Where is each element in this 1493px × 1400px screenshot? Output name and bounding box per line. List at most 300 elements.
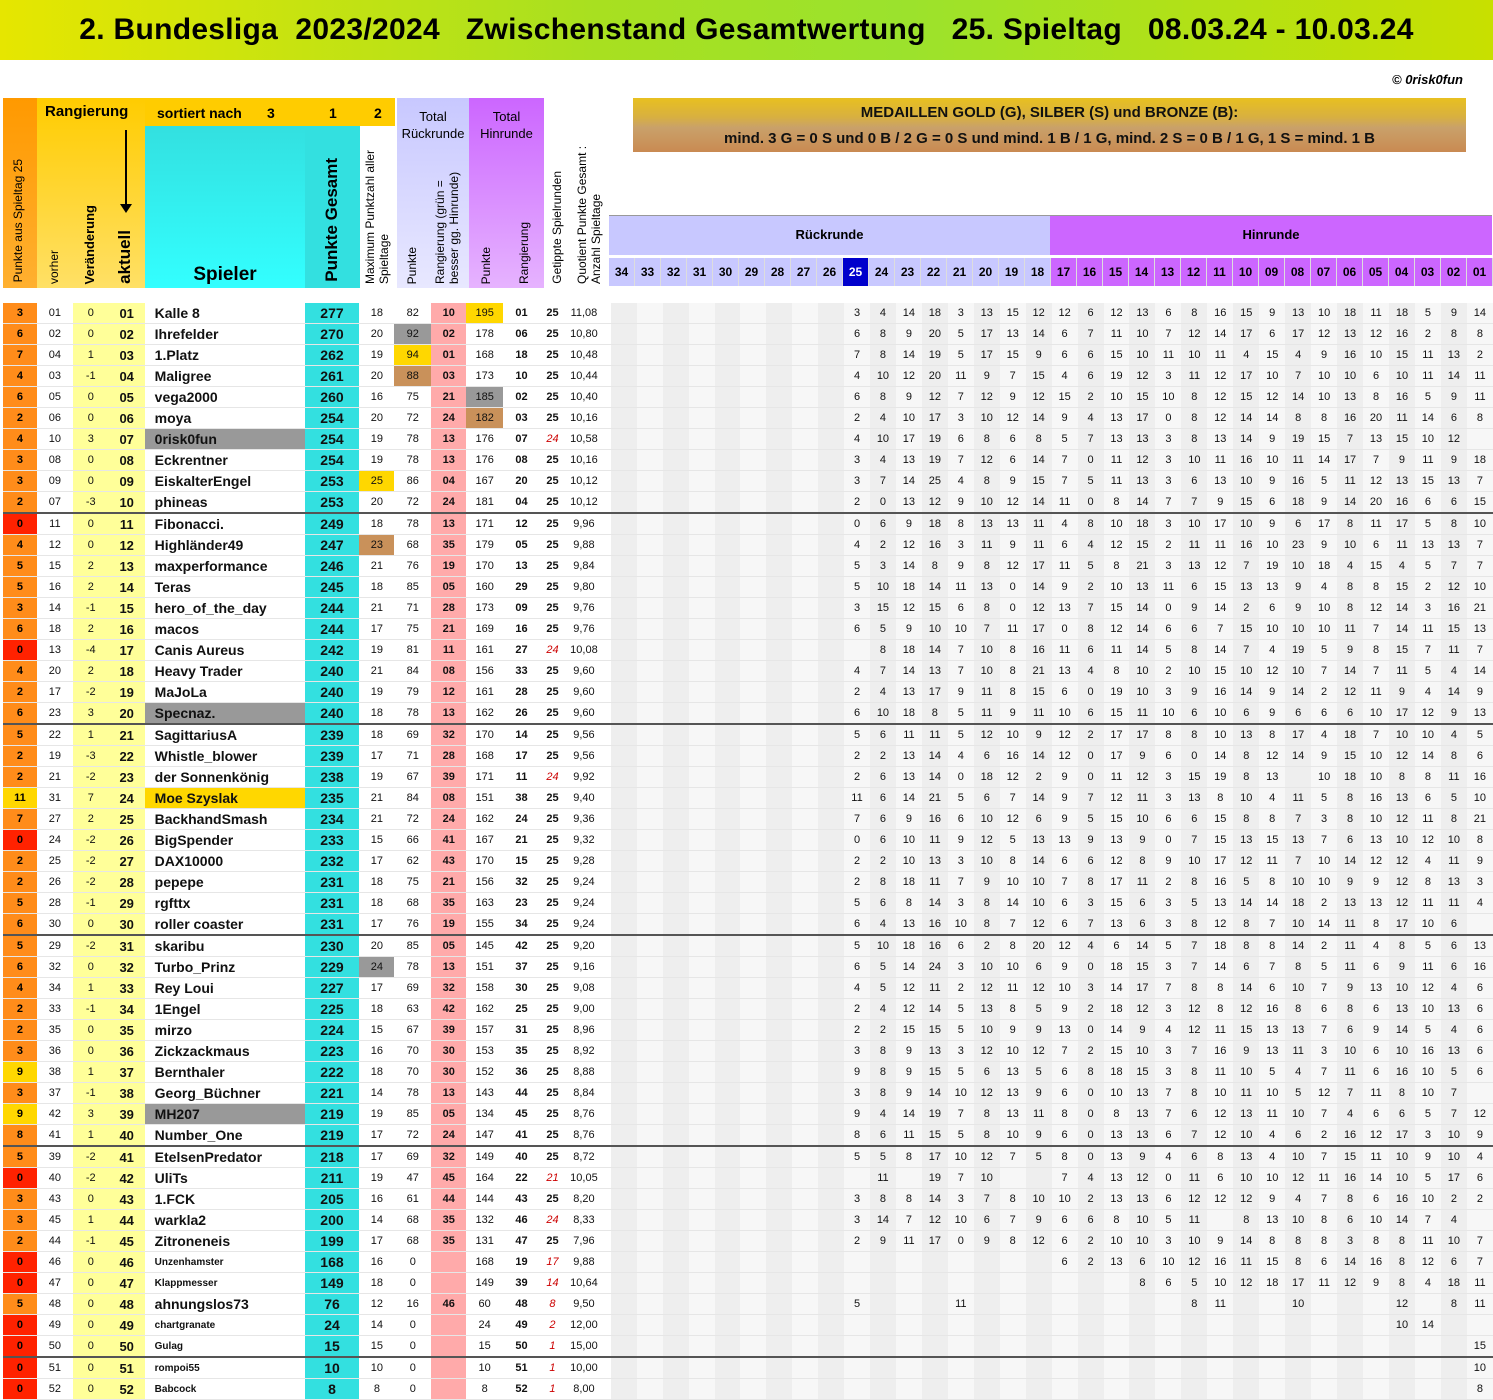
row-spieler: Kalle 8 [145, 303, 305, 324]
row-spieltag-wert: 10 [1129, 809, 1155, 830]
row-spieltag-wert [715, 788, 741, 809]
row-aktuell: 08 [109, 450, 145, 471]
row-aktuell: 06 [109, 408, 145, 429]
row-rueck-rang: 21 [431, 387, 466, 408]
row-spieltag-wert: 6 [870, 809, 896, 830]
row-maximum: 10 [359, 1357, 394, 1379]
table-row [3, 872, 1493, 893]
row-aktuell: 38 [109, 1083, 145, 1104]
row-spieltag-wert: 8 [1181, 303, 1207, 324]
row-spieltag-wert: 10 [1259, 450, 1285, 471]
row-spieltag-wert: 5 [948, 703, 974, 725]
row-spieltag-wert: 12 [1026, 387, 1052, 408]
row-spieltag-wert: 15 [922, 1020, 948, 1041]
row-spieltag-wert: 14 [1233, 682, 1259, 703]
row-spieltag-wert: 11 [1337, 619, 1363, 640]
row-spieltag-wert: 18 [1311, 556, 1337, 577]
row-veraenderung: -4 [73, 640, 109, 661]
row-spieltag-wert [792, 324, 818, 345]
row-spieltag-wert: 14 [1389, 1210, 1415, 1231]
row-spieltag-wert: 11 [1207, 1294, 1233, 1315]
row-spieltag-wert: 8 [1207, 788, 1233, 809]
row-spieltag-wert: 9 [1363, 872, 1389, 893]
row-spieltag-wert: 14 [1026, 851, 1052, 872]
row-gap [603, 619, 611, 640]
row-spieltag-wert: 11 [922, 724, 948, 746]
row-spieltag-wert: 9 [1181, 598, 1207, 619]
row-spieltag-wert [663, 1189, 689, 1210]
row-spieltag-wert: 13 [1233, 1104, 1259, 1125]
row-spieltag-wert [740, 492, 766, 514]
row-spieltag-wert [766, 724, 792, 746]
spieltag-header-cell: 04 [1389, 258, 1415, 286]
row-spieltag-wert: 7 [1207, 619, 1233, 640]
row-spieltag-wert: 6 [870, 1125, 896, 1147]
row-spieltag-wert: 11 [948, 366, 974, 387]
row-vorher: 17 [37, 682, 73, 703]
row-spieltag-wert: 11 [1181, 366, 1207, 387]
row-quotient: 8,92 [565, 1041, 603, 1062]
row-aktuell: 48 [109, 1294, 145, 1315]
row-spieltag-punkte: 5 [3, 893, 37, 914]
row-spieltag-wert: 12 [1129, 1168, 1155, 1189]
row-spieltag-wert [611, 661, 637, 682]
row-spieltag-wert [740, 851, 766, 872]
row-gap [603, 1315, 611, 1336]
row-punkte-gesamt: 227 [305, 978, 360, 999]
row-spieltag-punkte: 6 [3, 387, 37, 408]
row-veraenderung: 1 [73, 1062, 109, 1083]
row-spieltag-wert: 10 [974, 640, 1000, 661]
row-spieltag-wert: 7 [1052, 450, 1078, 471]
row-spieltag-wert [715, 724, 741, 746]
row-veraenderung: 0 [73, 387, 109, 408]
row-quotient: 9,20 [565, 935, 603, 957]
row-spieltag-wert [818, 767, 844, 788]
arrow-down-icon [120, 204, 132, 213]
row-spieltag-wert [689, 556, 715, 577]
row-spieltag-wert [663, 640, 689, 661]
row-spieltag-wert: 5 [1441, 788, 1467, 809]
row-spieltag-wert: 10 [1285, 661, 1311, 682]
row-spieltag-wert [1311, 1357, 1337, 1379]
row-spieler: Highländer49 [145, 535, 305, 556]
row-spieltag-wert: 6 [1155, 1125, 1181, 1147]
row-spieltag-wert [1026, 1168, 1052, 1189]
row-vorher: 52 [37, 1379, 73, 1400]
row-spieltag-wert [870, 1379, 896, 1400]
row-spieltag-wert [689, 1252, 715, 1273]
spieltag-header-cell: 16 [1077, 258, 1103, 286]
row-spieltag-wert: 12 [1207, 408, 1233, 429]
row-spieltag-wert [818, 408, 844, 429]
row-spieltag-punkte: 7 [3, 809, 37, 830]
row-veraenderung: 0 [73, 1252, 109, 1273]
row-spieltag-wert [818, 1252, 844, 1273]
row-aktuell: 24 [109, 788, 145, 809]
row-maximum: 18 [359, 1062, 394, 1083]
row-spieler: Moe Szyslak [145, 788, 305, 809]
row-spieltag-wert: 16 [1207, 303, 1233, 324]
row-spieltag-wert [1259, 1357, 1285, 1379]
row-spieltag-wert: 9 [1441, 387, 1467, 408]
row-punkte-gesamt: 254 [305, 429, 360, 450]
row-spieler: phineas [145, 492, 305, 514]
row-spieltag-wert [740, 682, 766, 703]
row-spieltag-wert: 13 [1026, 830, 1052, 851]
row-aktuell: 47 [109, 1273, 145, 1294]
row-spieltag-wert: 7 [1052, 1041, 1078, 1062]
row-rueck-rang: 32 [431, 978, 466, 999]
row-spieltag-wert: 5 [1285, 1083, 1311, 1104]
row-spieltag-wert: 4 [1389, 556, 1415, 577]
row-gap [603, 513, 611, 535]
row-spieltag-wert: 6 [1078, 851, 1104, 872]
row-spieltag-wert [792, 809, 818, 830]
row-gap [603, 872, 611, 893]
row-spieltag-wert: 9 [870, 1231, 896, 1252]
row-spieltag-wert: 15 [1259, 1252, 1285, 1273]
row-hin-punkte: 158 [466, 978, 503, 999]
row-spieltag-wert [663, 703, 689, 725]
row-spieltag-wert: 10 [1311, 598, 1337, 619]
row-punkte-gesamt: 240 [305, 703, 360, 725]
row-spieltag-wert: 13 [1415, 535, 1441, 556]
row-spieltag-wert: 7 [1259, 914, 1285, 936]
row-spieltag-wert: 5 [1078, 809, 1104, 830]
row-spieltag-wert: 4 [1415, 682, 1441, 703]
row-spieltag-wert: 10 [1363, 345, 1389, 366]
row-spieltag-wert: 10 [1181, 345, 1207, 366]
row-spieltag-wert: 10 [1363, 746, 1389, 767]
row-spieltag-wert [740, 366, 766, 387]
row-spieltag-wert [792, 1379, 818, 1400]
row-getippte: 25 [540, 809, 565, 830]
row-spieltag-wert [792, 746, 818, 767]
row-spieltag-wert [611, 429, 637, 450]
row-spieltag-wert: 11 [896, 724, 922, 746]
row-spieltag-wert [637, 1083, 663, 1104]
table-row [3, 703, 1493, 725]
row-spieltag-wert: 8 [1337, 999, 1363, 1020]
row-spieltag-wert [766, 619, 792, 640]
row-spieltag-wert: 6 [1467, 1041, 1493, 1062]
row-hin-rang: 48 [503, 1294, 540, 1315]
row-spieltag-wert: 15 [870, 598, 896, 619]
row-spieltag-wert: 7 [1000, 1210, 1026, 1231]
row-spieltag-wert: 9 [896, 387, 922, 408]
spieltag-header-cell: 20 [973, 258, 999, 286]
row-spieltag-wert [637, 1041, 663, 1062]
row-spieltag-wert: 2 [844, 999, 870, 1020]
row-getippte: 25 [540, 408, 565, 429]
row-punkte-gesamt: 270 [305, 324, 360, 345]
row-spieltag-wert: 6 [844, 324, 870, 345]
row-spieltag-wert: 10 [896, 851, 922, 872]
row-spieltag-wert: 11 [1415, 619, 1441, 640]
row-rueck-rang: 13 [431, 450, 466, 471]
row-veraenderung: 0 [73, 1294, 109, 1315]
row-spieltag-wert [611, 957, 637, 978]
row-spieltag-wert: 5 [844, 935, 870, 957]
row-spieltag-wert [896, 1379, 922, 1400]
row-spieltag-wert [818, 640, 844, 661]
row-spieltag-wert: 12 [974, 830, 1000, 851]
row-veraenderung: 0 [73, 1357, 109, 1379]
row-spieltag-wert [611, 1336, 637, 1358]
row-spieltag-wert: 12 [1026, 598, 1052, 619]
row-spieltag-wert: 6 [1311, 703, 1337, 725]
row-spieltag-wert: 13 [974, 303, 1000, 324]
row-spieltag-wert: 12 [974, 978, 1000, 999]
row-spieltag-wert: 7 [1181, 1041, 1207, 1062]
row-spieltag-wert: 6 [844, 957, 870, 978]
row-punkte-gesamt: 244 [305, 598, 360, 619]
row-spieltag-wert [1000, 1252, 1026, 1273]
row-spieltag-wert [663, 1020, 689, 1041]
row-spieltag-wert: 6 [1441, 914, 1467, 936]
row-spieltag-wert: 9 [1467, 1125, 1493, 1147]
table-row [3, 577, 1493, 598]
row-spieltag-wert [792, 872, 818, 893]
row-maximum: 18 [359, 703, 394, 725]
row-maximum: 21 [359, 661, 394, 682]
row-spieltag-wert [792, 598, 818, 619]
row-spieltag-wert: 10 [1389, 1041, 1415, 1062]
row-spieltag-wert [663, 872, 689, 893]
row-spieltag-wert: 11 [1026, 535, 1052, 556]
row-spieltag-wert: 21 [1026, 661, 1052, 682]
row-spieltag-wert: 6 [948, 598, 974, 619]
row-spieltag-wert: 5 [1415, 556, 1441, 577]
row-spieltag-wert: 8 [896, 893, 922, 914]
row-spieltag-wert [637, 1210, 663, 1231]
row-spieltag-wert [689, 1379, 715, 1400]
row-hin-punkte: 178 [466, 324, 503, 345]
row-spieltag-wert [663, 1125, 689, 1147]
row-rueck-punkte: 78 [394, 1083, 431, 1104]
table-row [3, 1189, 1493, 1210]
row-spieltag-wert: 6 [1337, 1210, 1363, 1231]
row-spieltag-wert [766, 1294, 792, 1315]
row-spieltag-wert: 8 [974, 598, 1000, 619]
row-aktuell: 23 [109, 767, 145, 788]
row-hin-rang: 17 [503, 746, 540, 767]
row-spieltag-wert: 3 [1155, 767, 1181, 788]
row-spieltag-wert: 10 [1415, 429, 1441, 450]
row-spieltag-wert [637, 1125, 663, 1147]
row-spieltag-wert: 8 [1259, 1231, 1285, 1252]
row-spieltag-wert: 12 [974, 387, 1000, 408]
row-spieltag-wert [974, 1357, 1000, 1379]
row-vorher: 32 [37, 957, 73, 978]
row-spieltag-wert: 16 [1441, 598, 1467, 619]
row-spieltag-wert: 18 [1285, 893, 1311, 914]
row-getippte: 25 [540, 1041, 565, 1062]
row-hin-rang: 29 [503, 577, 540, 598]
row-spieltag-wert [844, 1379, 870, 1400]
row-spieltag-wert: 6 [1467, 978, 1493, 999]
row-spieltag-wert: 7 [1000, 1146, 1026, 1168]
row-spieltag-wert: 8 [870, 1083, 896, 1104]
row-spieltag-wert: 6 [1441, 408, 1467, 429]
row-spieltag-wert: 16 [1233, 535, 1259, 556]
row-spieltag-wert: 8 [1181, 387, 1207, 408]
row-spieltag-wert [792, 1083, 818, 1104]
row-spieltag-wert: 19 [922, 429, 948, 450]
row-spieltag-wert: 10 [1181, 851, 1207, 872]
row-veraenderung: 0 [73, 1273, 109, 1294]
row-spieler: 1.FCK [145, 1189, 305, 1210]
row-spieltag-wert: 10 [1155, 387, 1181, 408]
row-spieltag-wert: 4 [1311, 577, 1337, 598]
row-spieltag-wert: 8 [1233, 746, 1259, 767]
row-spieltag-wert: 5 [844, 1294, 870, 1315]
row-aktuell: 25 [109, 809, 145, 830]
row-spieltag-wert [689, 703, 715, 725]
row-spieltag-wert: 4 [1052, 366, 1078, 387]
row-spieltag-wert [766, 345, 792, 366]
row-spieltag-wert [1155, 1379, 1181, 1400]
row-vorher: 02 [37, 324, 73, 345]
row-spieltag-wert: 9 [1441, 703, 1467, 725]
row-aktuell: 45 [109, 1231, 145, 1252]
row-spieltag-wert: 6 [1155, 1273, 1181, 1294]
row-spieltag-wert: 11 [1285, 788, 1311, 809]
row-hin-punkte: 151 [466, 957, 503, 978]
row-spieltag-wert: 6 [1441, 492, 1467, 514]
row-spieltag-wert [689, 492, 715, 514]
row-spieltag-wert: 9 [896, 619, 922, 640]
row-spieltag-wert: 12 [1000, 556, 1026, 577]
row-spieltag-wert: 6 [1363, 999, 1389, 1020]
row-spieltag-wert: 11 [1104, 324, 1130, 345]
row-spieltag-wert: 9 [1026, 1020, 1052, 1041]
row-spieltag-wert: 9 [1000, 1020, 1026, 1041]
row-spieltag-wert: 4 [1155, 1146, 1181, 1168]
row-spieltag-wert: 4 [948, 746, 974, 767]
row-quotient: 9,84 [565, 556, 603, 577]
row-spieltag-wert [948, 1379, 974, 1400]
row-maximum: 17 [359, 978, 394, 999]
row-spieltag-wert: 3 [1311, 809, 1337, 830]
row-hin-punkte: 145 [466, 935, 503, 957]
row-spieltag-wert: 11 [974, 682, 1000, 703]
row-spieltag-wert [689, 872, 715, 893]
row-spieltag-wert [844, 1315, 870, 1336]
row-quotient: 10,12 [565, 492, 603, 514]
row-spieltag-wert: 10 [1207, 724, 1233, 746]
row-spieltag-wert: 4 [948, 471, 974, 492]
row-spieltag-wert [1285, 767, 1311, 788]
row-spieltag-wert: 13 [1363, 830, 1389, 851]
row-spieltag-wert: 8 [1181, 429, 1207, 450]
row-getippte: 24 [540, 1210, 565, 1231]
row-spieltag-wert: 13 [1207, 429, 1233, 450]
row-spieltag-wert: 0 [1000, 598, 1026, 619]
table-row [3, 661, 1493, 682]
row-spieltag-wert: 10 [1311, 366, 1337, 387]
row-spieltag-wert: 10 [1285, 1104, 1311, 1125]
row-hin-punkte: 167 [466, 830, 503, 851]
row-veraenderung: 3 [73, 703, 109, 725]
row-hin-punkte: 161 [466, 682, 503, 703]
row-spieltag-wert [766, 914, 792, 936]
row-spieltag-wert: 12 [1181, 1189, 1207, 1210]
row-punkte-gesamt: 235 [305, 788, 360, 809]
row-spieltag-wert: 17 [1104, 746, 1130, 767]
row-spieltag-wert [715, 492, 741, 514]
row-aktuell: 52 [109, 1379, 145, 1400]
row-spieltag-wert [1337, 1336, 1363, 1358]
row-spieltag-wert: 7 [1052, 1168, 1078, 1189]
row-spieltag-wert: 6 [1129, 914, 1155, 936]
row-spieltag-wert [792, 957, 818, 978]
row-vorher: 19 [37, 746, 73, 767]
row-spieltag-wert: 2 [844, 746, 870, 767]
row-spieltag-wert: 14 [1285, 682, 1311, 703]
row-spieltag-wert: 13 [922, 661, 948, 682]
row-spieltag-wert: 6 [1363, 1104, 1389, 1125]
row-rueck-rang [431, 1336, 466, 1358]
row-spieltag-wert [1104, 1315, 1130, 1336]
row-punkte-gesamt: 239 [305, 746, 360, 767]
row-spieltag-wert: 11 [1104, 450, 1130, 471]
row-spieltag-wert: 14 [1026, 788, 1052, 809]
row-maximum: 20 [359, 935, 394, 957]
row-gap [603, 577, 611, 598]
row-spieltag-wert: 5 [1155, 1210, 1181, 1231]
row-spieltag-wert [689, 324, 715, 345]
row-spieltag-wert: 10 [1233, 1168, 1259, 1189]
row-spieltag-wert: 12 [922, 1210, 948, 1231]
row-spieltag-wert [715, 1315, 741, 1336]
row-spieltag-wert [1441, 1336, 1467, 1358]
row-spieltag-wert [844, 1357, 870, 1379]
row-spieltag-wert: 17 [1104, 724, 1130, 746]
row-spieltag-wert [766, 1104, 792, 1125]
row-spieltag-wert: 13 [1259, 577, 1285, 598]
table-row [3, 1379, 1493, 1400]
row-spieltag-wert: 12 [1363, 851, 1389, 872]
row-spieltag-wert [740, 598, 766, 619]
row-spieltag-wert: 11 [1441, 893, 1467, 914]
table-row [3, 1357, 1493, 1379]
row-spieltag-wert: 15 [1207, 661, 1233, 682]
row-hin-rang: 24 [503, 809, 540, 830]
row-spieltag-wert: 10 [870, 429, 896, 450]
row-spieltag-wert [1415, 1336, 1441, 1358]
row-spieltag-wert: 8 [1389, 1252, 1415, 1273]
row-punkte-gesamt: 242 [305, 640, 360, 661]
row-spieltag-wert: 5 [870, 957, 896, 978]
row-getippte: 25 [540, 324, 565, 345]
row-spieltag-wert [1026, 1252, 1052, 1273]
row-spieltag-wert: 7 [1078, 324, 1104, 345]
row-spieltag-wert: 6 [1467, 999, 1493, 1020]
row-spieltag-wert: 12 [1363, 471, 1389, 492]
row-aktuell: 32 [109, 957, 145, 978]
row-spieltag-wert: 8 [1000, 999, 1026, 1020]
row-spieltag-wert: 12 [1129, 366, 1155, 387]
row-spieltag-wert: 14 [922, 640, 948, 661]
row-spieltag-wert: 20 [922, 324, 948, 345]
row-spieltag-wert: 11 [1233, 1083, 1259, 1104]
row-spieltag-wert: 10 [974, 809, 1000, 830]
row-vorher: 43 [37, 1189, 73, 1210]
row-spieltag-wert [766, 640, 792, 661]
row-rueck-rang: 35 [431, 893, 466, 914]
